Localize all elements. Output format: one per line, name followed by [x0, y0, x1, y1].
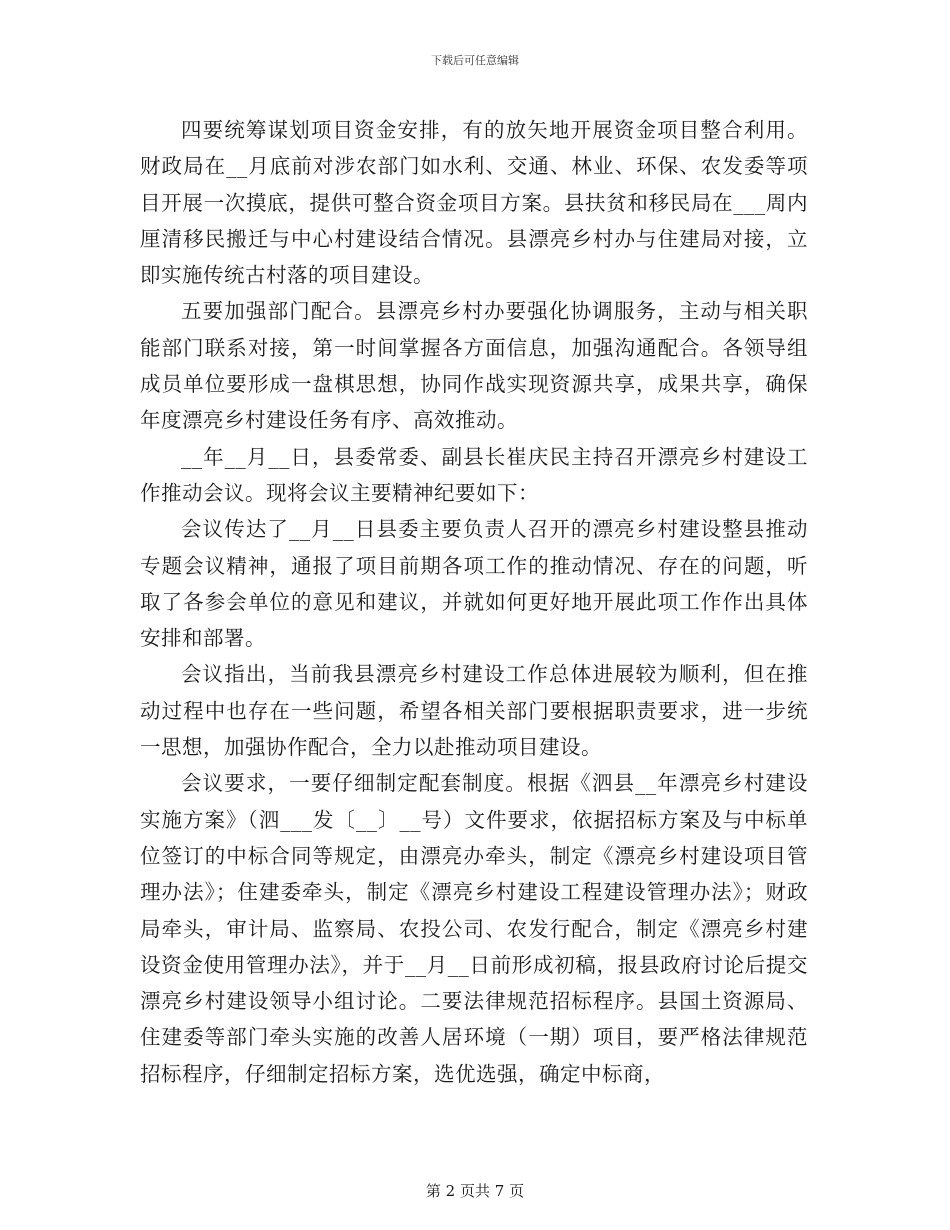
- paragraph-1: 四要统筹谋划项目资金安排，有的放矢地开展资金项目整合利用。财政局在__月底前对涉农部门如水利、交通、林业、环保、农发委等项目开展一次摸底，提供可整合资金项目方案。县扶贫和移民局在___周内厘清移民搬迁与中心村建设结合情况。县漂亮乡村办与住建局对接，立即实施传统古村落的项目建设。: [140, 118, 808, 288]
- paragraph-3: __年__月__日，县委常委、副县长崔庆民主持召开漂亮乡村建设工作推动会议。现将会议主要精神纪要如下：: [140, 444, 808, 505]
- paragraph-2: 五要加强部门配合。县漂亮乡村办要强化协调服务，主动与相关职能部门联系对接，第一时间掌握各方面信息，加强沟通配合。各领导组成员单位要形成一盘棋思想，协同作战实现资源共享，成果共享，确保年度漂亮乡村建设任务有序、高效推动。: [140, 299, 808, 433]
- document-body: [140, 112, 808, 1092]
- paragraph-4: 会议传达了__月__日县委主要负责人召开的漂亮乡村建设整县推动专题会议精神，通报了项目前期各项工作的推动情况、存在的问题，听取了各参会单位的意见和建议，并就如何更好地开展此项工作作出具体安排和部署。: [140, 517, 808, 651]
- page-header-note: 下载后可任意编辑: [431, 54, 519, 67]
- paragraph-5: 会议指出，当前我县漂亮乡村建设工作总体进展较为顺利，但在推动过程中也存在一些问题，希望各相关部门要根据职责要求，进一步统一思想，加强协作配合，全力以赴推动项目建设。: [140, 662, 808, 760]
- page-number: 第 2 页共 7 页: [425, 1182, 525, 1200]
- paragraph-6: 会议要求，一要仔细制定配套制度。根据《泗县__年漂亮乡村建设实施方案》（泗___发〔__〕__号）文件要求，依据招标方案及与中标单位签订的中标合同等规定，由漂亮办牵头，制定《漂亮乡村建设项目管理办法》；住建委牵头，制定《漂亮乡村建设工程建设管理办法》；财政局牵头，审计局、监察局、农投公司、农发行配合，制定《漂亮乡村建设资金使用管理办法》，并于__月__日前形成初稿，报县政府讨论后提交漂亮乡村建设领导小组讨论。二要法律规范招标程序。县国土资源局、住建委等部门牵头实施的改善人居环境（一期）项目，要严格法律规范招标程序，仔细制定招标方案，选优选强，确定中标商，: [140, 771, 808, 1086]
